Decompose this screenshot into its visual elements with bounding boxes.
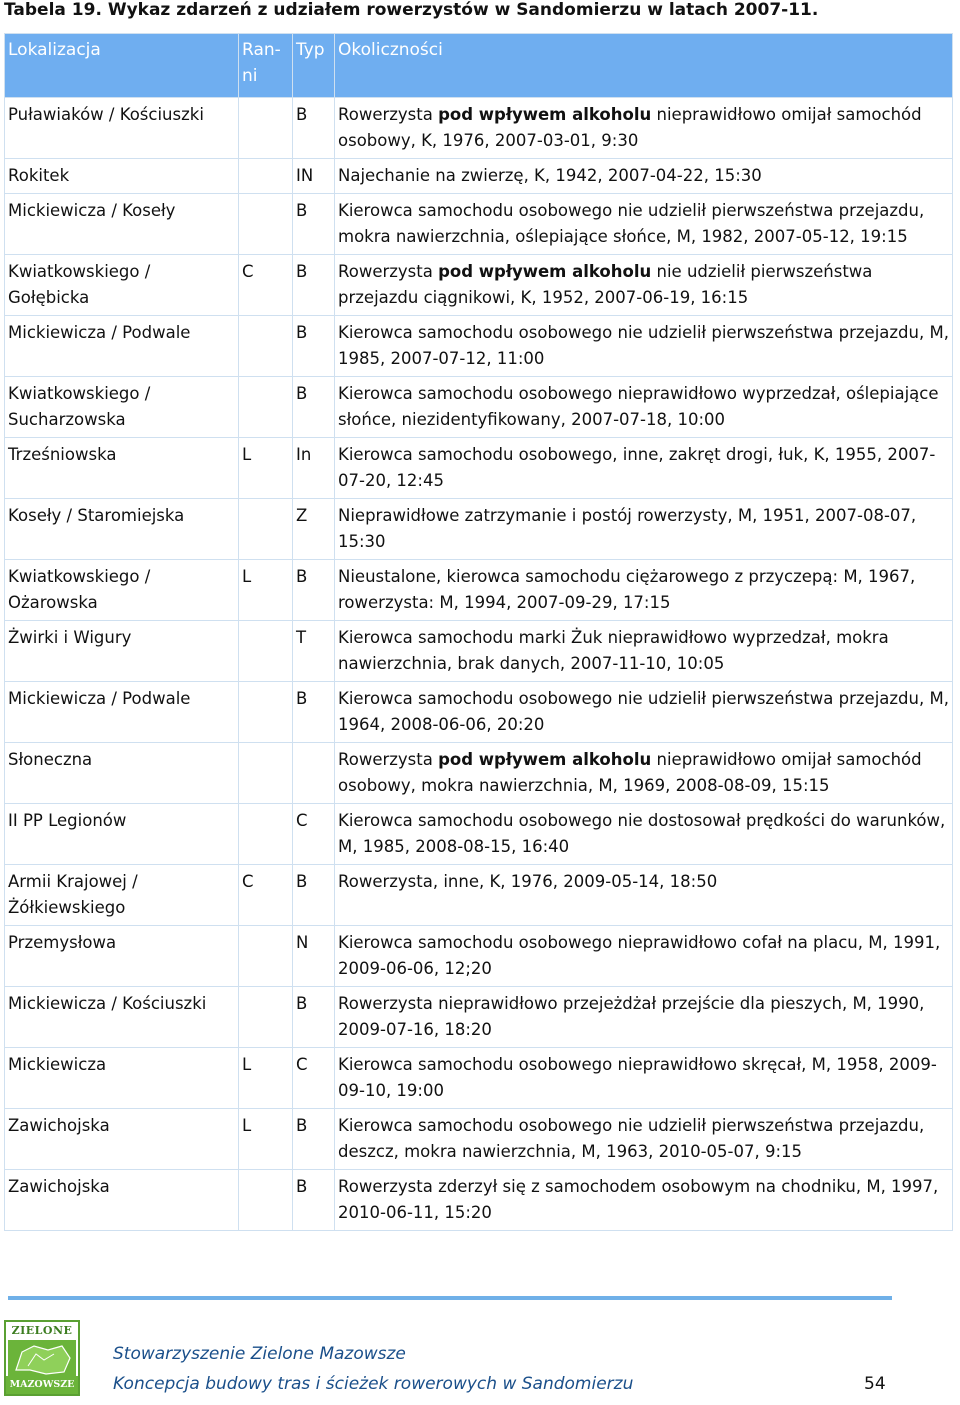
circumstance-text: Kierowca samochodu osobowego nie udzielił pierwszeństwa przejazdu, mokra nawierzchnia, oślepiające słońce, M, 1982, 2007-05-12, 19:15 <box>338 201 925 246</box>
cell-location: Puławiaków / Kościuszki <box>5 98 239 159</box>
cell-type: B <box>293 560 335 621</box>
incidents-table <box>4 33 953 1231</box>
cell-injured <box>239 159 293 194</box>
cell-type: B <box>293 682 335 743</box>
cell-location: Przemysłowa <box>5 926 239 987</box>
circumstance-text: Rowerzysta nieprawidłowo przejeżdżał przejście dla pieszych, M, 1990, 2009-07-16, 18:20 <box>338 994 925 1039</box>
cell-location: Koseły / Staromiejska <box>5 499 239 560</box>
cell-location: Mickiewicza / Podwale <box>5 682 239 743</box>
circumstance-text: Kierowca samochodu osobowego nie udzielił pierwszeństwa przejazdu, M, 1964, 2008-06-06, 20:20 <box>338 689 949 734</box>
cell-type: C <box>293 1048 335 1109</box>
table-row <box>5 1048 953 1109</box>
cell-injured <box>239 499 293 560</box>
cell-location: Trześniowska <box>5 438 239 499</box>
cell-location: Mickiewicza / Kościuszki <box>5 987 239 1048</box>
cell-injured <box>239 98 293 159</box>
cell-circumstances <box>335 1170 953 1231</box>
cell-location: Kwiatkowskiego / Sucharzowska <box>5 377 239 438</box>
circumstance-text: Kierowca samochodu osobowego nieprawidłowo wyprzedzał, oślepiające słońce, niezidentyfikowany, 2007-07-18, 10:00 <box>338 384 939 429</box>
cell-injured <box>239 743 293 804</box>
cell-injured: C <box>239 865 293 926</box>
circumstance-text: Rowerzysta <box>338 105 439 124</box>
cell-circumstances <box>335 743 953 804</box>
cell-injured: L <box>239 1109 293 1170</box>
logo-bottom-text: MAZOWSZE <box>6 1376 78 1394</box>
table-row <box>5 438 953 499</box>
page-number: 54 <box>864 1374 886 1394</box>
table-row <box>5 159 953 194</box>
table-row <box>5 682 953 743</box>
table-row <box>5 316 953 377</box>
cell-type: Z <box>293 499 335 560</box>
footer-divider <box>8 1296 892 1300</box>
table-row <box>5 499 953 560</box>
cell-injured <box>239 926 293 987</box>
cell-location: II PP Legionów <box>5 804 239 865</box>
header-location: Lokalizacja <box>5 34 239 98</box>
table-row <box>5 926 953 987</box>
zielone-mazowsze-logo <box>4 1320 80 1396</box>
cell-type: B <box>293 377 335 438</box>
cell-location: Mickiewicza / Podwale <box>5 316 239 377</box>
cell-type: B <box>293 865 335 926</box>
cell-location: Rokitek <box>5 159 239 194</box>
table-row <box>5 621 953 682</box>
table-row <box>5 255 953 316</box>
table-body <box>5 98 953 1231</box>
table-row <box>5 804 953 865</box>
circumstance-text: Kierowca samochodu osobowego nie dostosował prędkości do warunków, M, 1985, 2008-08-15, 16:40 <box>338 811 946 856</box>
cell-injured: L <box>239 438 293 499</box>
table-row <box>5 743 953 804</box>
table-row <box>5 1170 953 1231</box>
cell-type: B <box>293 1109 335 1170</box>
cell-circumstances <box>335 621 953 682</box>
cell-circumstances <box>335 255 953 316</box>
cell-injured <box>239 1170 293 1231</box>
cell-injured: L <box>239 560 293 621</box>
circumstance-text: Rowerzysta <box>338 750 439 769</box>
cell-type: C <box>293 804 335 865</box>
cell-circumstances <box>335 926 953 987</box>
circumstance-text: Kierowca samochodu marki Żuk nieprawidłowo wyprzedzał, mokra nawierzchnia, brak danych, 2007-11-10, 10:05 <box>338 628 889 673</box>
cell-type: IN <box>293 159 335 194</box>
cell-injured <box>239 804 293 865</box>
cell-injured <box>239 377 293 438</box>
cell-circumstances <box>335 316 953 377</box>
footer-document-title: Koncepcja budowy tras i ścieżek rowerowych w Sandomierzu <box>113 1374 634 1394</box>
table-header-row <box>5 34 953 98</box>
cell-circumstances <box>335 1048 953 1109</box>
cell-circumstances <box>335 560 953 621</box>
circumstance-text: Rowerzysta zderzył się z samochodem osobowym na chodniku, M, 1997, 2010-06-11, 15:20 <box>338 1177 939 1222</box>
cell-circumstances <box>335 1109 953 1170</box>
cell-location: Słoneczna <box>5 743 239 804</box>
cell-circumstances <box>335 159 953 194</box>
circumstance-text: Kierowca samochodu osobowego nie udzielił pierwszeństwa przejazdu, deszcz, mokra nawierzchnia, M, 1963, 2010-05-07, 9:15 <box>338 1116 925 1161</box>
cell-location: Armii Krajowej / Żółkiewskiego <box>5 865 239 926</box>
circumstance-text: Rowerzysta, inne, K, 1976, 2009-05-14, 18:50 <box>338 872 718 891</box>
table-row <box>5 194 953 255</box>
cell-circumstances <box>335 682 953 743</box>
circumstance-emphasis: pod wpływem alkoholu <box>438 262 652 281</box>
table-row <box>5 377 953 438</box>
circumstance-text-continued: nie udzielił pierwszeństwa przejazdu ciągnikowi, K, 1952, 2007-06-19, 16:15 <box>338 262 873 307</box>
cell-type <box>293 743 335 804</box>
cell-circumstances <box>335 194 953 255</box>
table-title: Tabela 19. Wykaz zdarzeń z udziałem rowerzystów w Sandomierzu w latach 2007-11. <box>4 0 819 20</box>
cell-injured <box>239 682 293 743</box>
table-row <box>5 987 953 1048</box>
cell-circumstances <box>335 98 953 159</box>
cell-type: T <box>293 621 335 682</box>
cell-location: Zawichojska <box>5 1109 239 1170</box>
cell-injured <box>239 621 293 682</box>
circumstance-text: Kierowca samochodu osobowego nie udzielił pierwszeństwa przejazdu, M, 1985, 2007-07-12, 11:00 <box>338 323 949 368</box>
cell-location: Zawichojska <box>5 1170 239 1231</box>
cell-circumstances <box>335 804 953 865</box>
cell-circumstances <box>335 865 953 926</box>
table-row <box>5 1109 953 1170</box>
cell-type: B <box>293 987 335 1048</box>
circumstance-text: Nieprawidłowe zatrzymanie i postój rowerzysty, M, 1951, 2007-08-07, 15:30 <box>338 506 917 551</box>
circumstance-text: Kierowca samochodu osobowego nieprawidłowo skręcał, M, 1958, 2009-09-10, 19:00 <box>338 1055 937 1100</box>
cell-injured <box>239 194 293 255</box>
cell-type: B <box>293 98 335 159</box>
cell-location: Kwiatkowskiego / Gołębicka <box>5 255 239 316</box>
cell-location: Żwirki i Wigury <box>5 621 239 682</box>
table-row <box>5 560 953 621</box>
cell-location: Mickiewicza <box>5 1048 239 1109</box>
cell-type: B <box>293 194 335 255</box>
cell-type: B <box>293 255 335 316</box>
footer-organization: Stowarzyszenie Zielone Mazowsze <box>113 1344 406 1364</box>
logo-top-text: ZIELONE <box>6 1322 78 1340</box>
cell-circumstances <box>335 499 953 560</box>
cell-location: Kwiatkowskiego / Ożarowska <box>5 560 239 621</box>
cell-type: In <box>293 438 335 499</box>
logo-map-icon <box>8 1340 76 1378</box>
cell-injured: L <box>239 1048 293 1109</box>
cell-circumstances <box>335 987 953 1048</box>
circumstance-text: Rowerzysta <box>338 262 439 281</box>
circumstance-emphasis: pod wpływem alkoholu <box>438 750 652 769</box>
cell-injured <box>239 316 293 377</box>
cell-type: B <box>293 1170 335 1231</box>
cell-type: N <box>293 926 335 987</box>
cell-circumstances <box>335 438 953 499</box>
cell-injured <box>239 987 293 1048</box>
cell-circumstances <box>335 377 953 438</box>
header-injured: Ran-ni <box>239 34 293 98</box>
cell-location: Mickiewicza / Koseły <box>5 194 239 255</box>
cell-type: B <box>293 316 335 377</box>
circumstance-text: Kierowca samochodu osobowego nieprawidłowo cofał na placu, M, 1991, 2009-06-06, 12;20 <box>338 933 941 978</box>
header-circumstances: Okoliczności <box>335 34 953 98</box>
header-type: Typ <box>293 34 335 98</box>
table-row <box>5 98 953 159</box>
circumstance-text-continued: nieprawidłowo omijał samochód osobowy, K, 1976, 2007-03-01, 9:30 <box>338 105 922 150</box>
cell-injured: C <box>239 255 293 316</box>
circumstance-emphasis: pod wpływem alkoholu <box>438 105 652 124</box>
circumstance-text: Kierowca samochodu osobowego, inne, zakręt drogi, łuk, K, 1955, 2007-07-20, 12:45 <box>338 445 936 490</box>
circumstance-text-continued: nieprawidłowo omijał samochód osobowy, mokra nawierzchnia, M, 1969, 2008-08-09, 15:15 <box>338 750 922 795</box>
circumstance-text: Najechanie na zwierzę, K, 1942, 2007-04-22, 15:30 <box>338 166 762 185</box>
table-row <box>5 865 953 926</box>
circumstance-text: Nieustalone, kierowca samochodu ciężarowego z przyczepą: M, 1967, rowerzysta: M, 1994, 2007-09-29, 17:15 <box>338 567 916 612</box>
